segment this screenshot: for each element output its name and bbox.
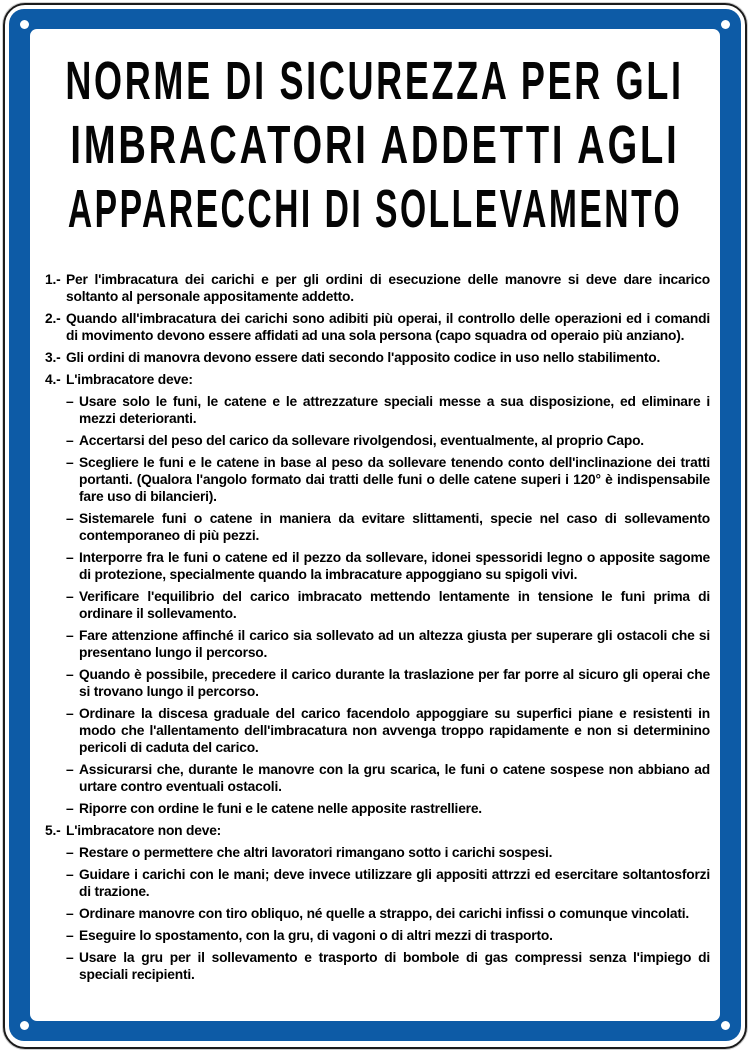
dash-marker: – bbox=[66, 867, 74, 882]
rule-3 bbox=[45, 349, 710, 366]
rule-4-sub-2 bbox=[66, 432, 710, 449]
rule-4-sub-7-text: Fare attenzione affinché il carico sia sollevato ad un altezza giusta per superare gli ostacoli che si presentano lungo il percorso. bbox=[79, 628, 710, 660]
rule-4-sub-8-text: Quando è possibile, precedere il carico durante la traslazione per far porre al sicuro gli operai che si trovano lungo il percorso. bbox=[79, 667, 710, 699]
rule-5-sub-5 bbox=[66, 949, 710, 983]
sign-title-text-1: NORME DI SICUREZZA PER GLI bbox=[65, 51, 685, 111]
sign-title-line-1 bbox=[30, 49, 720, 113]
rule-4-sub-10 bbox=[66, 761, 710, 795]
rule-4-sub-3 bbox=[66, 454, 710, 505]
rule-5-sub-3-text: Ordinare manovre con tiro obliquo, né quelle a strappo, dei carichi infissi o comunque vincolati. bbox=[79, 906, 690, 921]
rule-4-text: L'imbracatore deve: bbox=[66, 372, 193, 387]
dash-marker: – bbox=[66, 845, 74, 860]
sign-content bbox=[30, 29, 720, 1021]
rule-3-text: Gli ordini di manovra devono essere dati secondo l'apposito codice in uso nello stabilimento. bbox=[66, 350, 661, 365]
rule-5-text: L'imbracatore non deve: bbox=[66, 823, 222, 838]
dash-marker: – bbox=[66, 762, 74, 777]
rule-4-sub-9-text: Ordinare la discesa graduale del carico facendolo appoggiare su superfici piane e resistenti in modo che l'allentamento dell'imbracatura non avvenga troppo rapidamente e non si determinino pericoli di caduta del carico. bbox=[79, 706, 710, 755]
rule-1-number: 1.- bbox=[45, 272, 61, 287]
rule-2-number: 2.- bbox=[45, 311, 61, 326]
sign-title-line-2 bbox=[30, 113, 720, 177]
rule-5-sub-2 bbox=[66, 866, 710, 900]
rule-4-sub-1-text: Usare solo le funi, le catene e le attrezzature speciali messe a sua disposizione, ed eliminare i mezzi deterioranti. bbox=[79, 394, 710, 426]
rule-4-sub-1 bbox=[66, 393, 710, 427]
rule-4-sub-3-text: Scegliere le funi e le catene in base al peso da sollevare tenendo conto dell'inclinazione dei tratti portanti. (Qualora l'angolo formato dai tratti delle funi o delle catene superi i 120° è indispensabile fare uso di bilancieri). bbox=[79, 455, 710, 504]
rule-5-sub-3 bbox=[66, 905, 710, 922]
dash-marker: – bbox=[66, 906, 74, 921]
dash-marker: – bbox=[66, 433, 74, 448]
rule-5-sub-1-text: Restare o permettere che altri lavoratori rimangano sotto i carichi sospesi. bbox=[79, 845, 553, 860]
rule-2 bbox=[45, 310, 710, 344]
screw-hole-bottom-right bbox=[721, 1021, 730, 1030]
rule-4-sub-4 bbox=[66, 510, 710, 544]
sign-title-text-2: IMBRACATORI ADDETTI AGLI bbox=[70, 115, 680, 175]
screw-hole-top-left bbox=[20, 20, 29, 29]
rule-1-text: Per l'imbracatura dei carichi e per gli ordini di esecuzione delle manovre si deve dare incarico soltanto al personale appositamente addetto. bbox=[66, 272, 710, 304]
rule-5-sub-1 bbox=[66, 844, 710, 861]
dash-marker: – bbox=[66, 928, 74, 943]
rule-5-sub-4 bbox=[66, 927, 710, 944]
rule-4-sub-11 bbox=[66, 800, 710, 817]
dash-marker: – bbox=[66, 394, 74, 409]
rule-4-sub-6 bbox=[66, 588, 710, 622]
rule-5-sub-2-text: Guidare i carichi con le mani; deve invece utilizzare gli appositi attrzzi ed esercitare soltantosforzi di trazione. bbox=[79, 867, 710, 899]
rule-4-sub-9 bbox=[66, 705, 710, 756]
rule-5-number: 5.- bbox=[45, 823, 61, 838]
screw-hole-bottom-left bbox=[20, 1021, 29, 1030]
rule-4-sub-4-text: Sistemarele funi o catene in maniera da evitare slittamenti, specie nel caso di sollevamento contemporaneo di più pezzi. bbox=[79, 511, 710, 543]
rule-1 bbox=[45, 271, 710, 305]
dash-marker: – bbox=[66, 511, 74, 526]
dash-marker: – bbox=[66, 950, 74, 965]
dash-marker: – bbox=[66, 667, 74, 682]
rule-4-sub-2-text: Accertarsi del peso del carico da sollevare rivolgendosi, eventualmente, al proprio Capo. bbox=[79, 433, 644, 448]
rule-4-number: 4.- bbox=[45, 372, 61, 387]
dash-marker: – bbox=[66, 706, 74, 721]
rule-4-sub-8 bbox=[66, 666, 710, 700]
rule-3-number: 3.- bbox=[45, 350, 61, 365]
rule-4-sub-5-text: Interporre fra le funi o catene ed il pezzo da sollevare, idonei spessoridi legno o apposite sagome di protezione, specialmente quando la imbracature appoggiano su spigoli vivi. bbox=[79, 550, 710, 582]
dash-marker: – bbox=[66, 589, 74, 604]
rule-4-sub-6-text: Verificare l'equilibrio del carico imbracato mettendo lentamente in tensione le funi prima di ordinare il sollevamento. bbox=[79, 589, 710, 621]
rule-4-sub-10-text: Assicurarsi che, durante le manovre con la gru scarica, le funi o catene sospese non abbiano ad urtare contro eventuali ostacoli. bbox=[79, 762, 710, 794]
rule-4-sub-7 bbox=[66, 627, 710, 661]
rule-5 bbox=[45, 822, 710, 839]
rule-5-sub-5-text: Usare la gru per il sollevamento e trasporto di bombole di gas compressi senza l'impiego di speciali recipienti. bbox=[79, 950, 710, 982]
rule-2-text: Quando all'imbracatura dei carichi sono adibiti più operai, il controllo delle operazioni ed i comandi di movimento devono essere affidati ad una sola persona (capo squadra od operaio più anziano). bbox=[66, 311, 710, 343]
rule-4 bbox=[45, 371, 710, 388]
rule-4-sub-5 bbox=[66, 549, 710, 583]
dash-marker: – bbox=[66, 801, 74, 816]
dash-marker: – bbox=[66, 550, 74, 565]
sign-title-line-3 bbox=[30, 177, 720, 241]
dash-marker: – bbox=[66, 628, 74, 643]
sign-title-text-3: APPARECCHI DI SOLLEVAMENTO bbox=[67, 179, 683, 239]
rule-4-sub-11-text: Riporre con ordine le funi e le catene nelle apposite rastrelliere. bbox=[79, 801, 482, 816]
sign-title bbox=[30, 49, 720, 241]
rule-5-sub-4-text: Eseguire lo spostamento, con la gru, di vagoni o di altri mezzi di trasporto. bbox=[79, 928, 553, 943]
dash-marker: – bbox=[66, 455, 74, 470]
rules-list bbox=[30, 271, 720, 983]
screw-hole-top-right bbox=[721, 20, 730, 29]
